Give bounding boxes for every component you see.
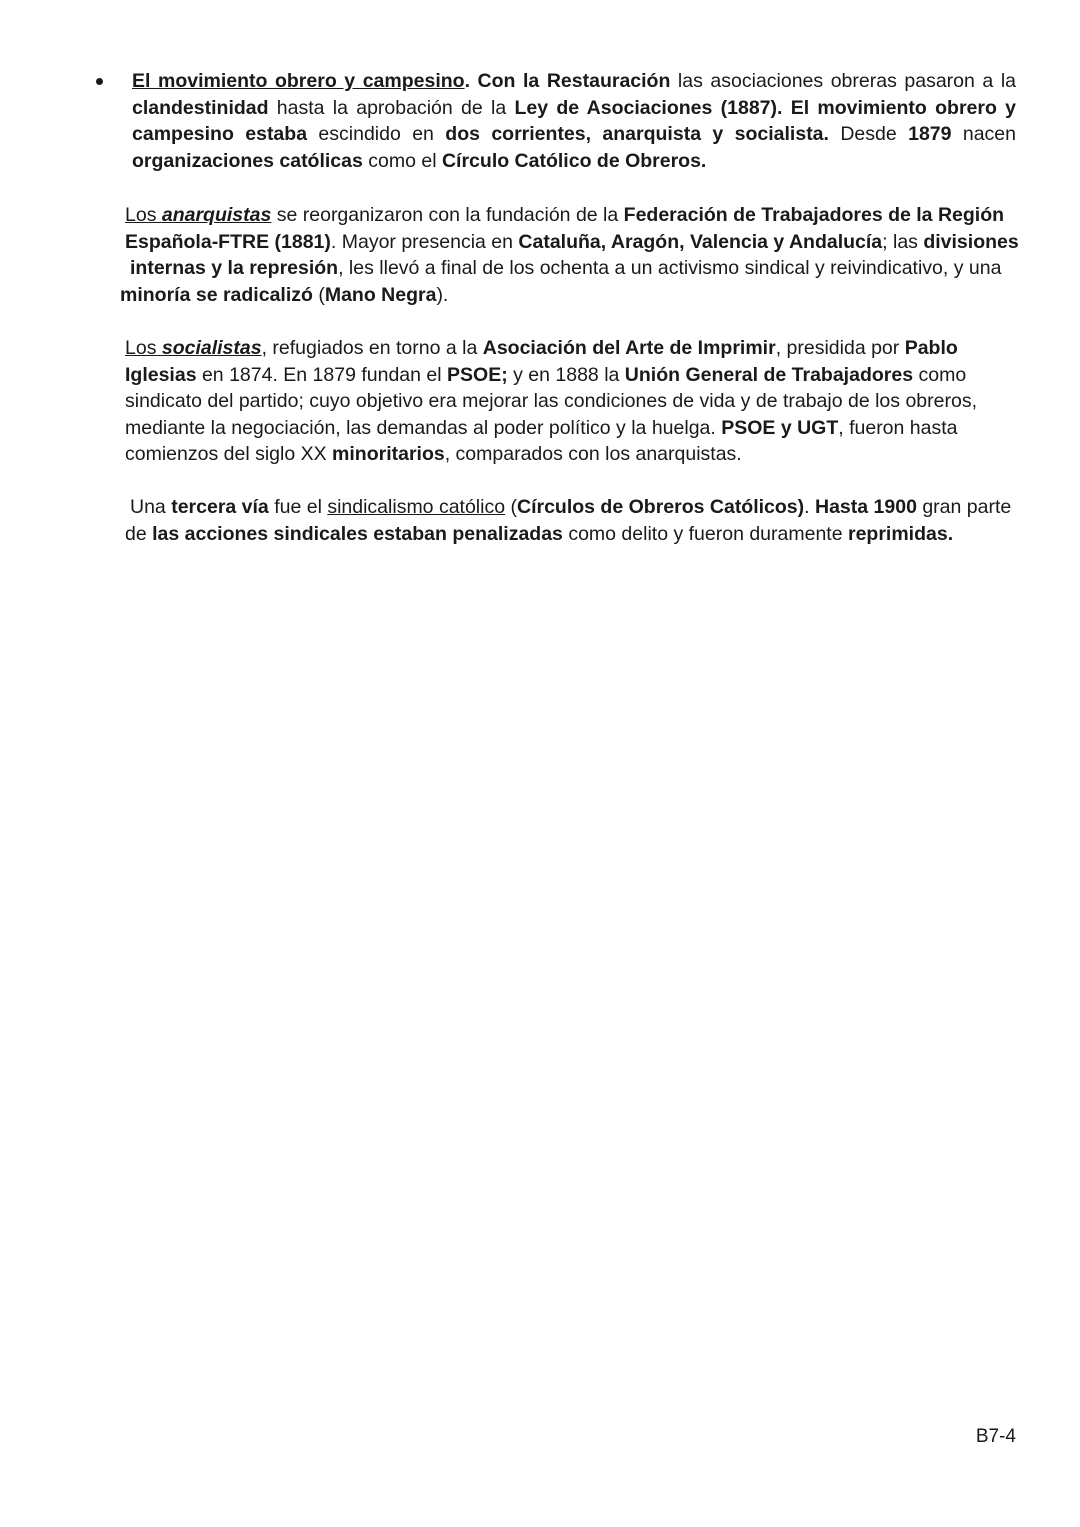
bullet-icon — [96, 78, 103, 85]
text-line: de las acciones sindicales estaban penalizadas como delito y fueron duramente reprimidas. — [125, 522, 954, 545]
text-line: Una tercera vía fue el sindicalismo católico (Círculos de Obreros Católicos). Hasta 1900 gran parte — [130, 496, 1012, 518]
text-line: Los anarquistas se reorganizaron con la fundación de la Federación de Trabajadores de la Región — [125, 204, 1005, 226]
text-line: mediante la negociación, las demandas al poder político y la huelga. PSOE y UGT, fueron hasta — [125, 416, 958, 439]
text-line: sindicato del partido; cuyo objetivo era mejorar las condiciones de vida y de trabajo de los obreros, — [125, 390, 977, 412]
text-line: comienzos del siglo XX minoritarios, comparados con los anarquistas. — [125, 443, 742, 465]
term-socialistas: socialistas — [161, 337, 262, 359]
page-number: B7-4 — [975, 1426, 1016, 1447]
text-line: Los socialistas, refugiados en torno a la Asociación del Arte de Imprimir, presidida por Pablo — [125, 337, 958, 359]
bullet-section-movimiento-obrero — [96, 68, 1016, 174]
term-sindicalismo-catolico: sindicalismo católico — [327, 496, 506, 518]
section-title: El movimiento obrero y campesino — [132, 70, 465, 92]
text-line: internas y la represión, les llevó a final de los ochenta a un activismo sindical y reivindicativo, y una — [130, 257, 1002, 279]
term-anarquistas: anarquistas — [161, 204, 272, 226]
bullet-paragraph: El movimiento obrero y campesino. Con la Restauración las asociaciones obreras pasaron a la clandestinidad hasta la aprobación de la Ley de Asociaciones (1887). El movimiento obrero y campesino estaba escindido en dos corrientes, anarquista y socialista. Desde 1879 nacen organizaciones católicas como el Círculo Católico de Obreros. — [132, 70, 1016, 172]
text-line: Iglesias en 1874. En 1879 fundan el PSOE; y en 1888 la Unión General de Trabajadores como — [125, 363, 967, 386]
paragraph-socialistas — [125, 335, 1010, 468]
paragraph-sindicalismo-catolico — [125, 494, 1010, 547]
text-line: minoría se radicalizó (Mano Negra). — [120, 283, 449, 306]
text-line: Española-FTRE (1881). Mayor presencia en Cataluña, Aragón, Valencia y Andalucía; las divisiones — [125, 230, 1019, 253]
paragraph-anarquistas — [120, 202, 1019, 308]
